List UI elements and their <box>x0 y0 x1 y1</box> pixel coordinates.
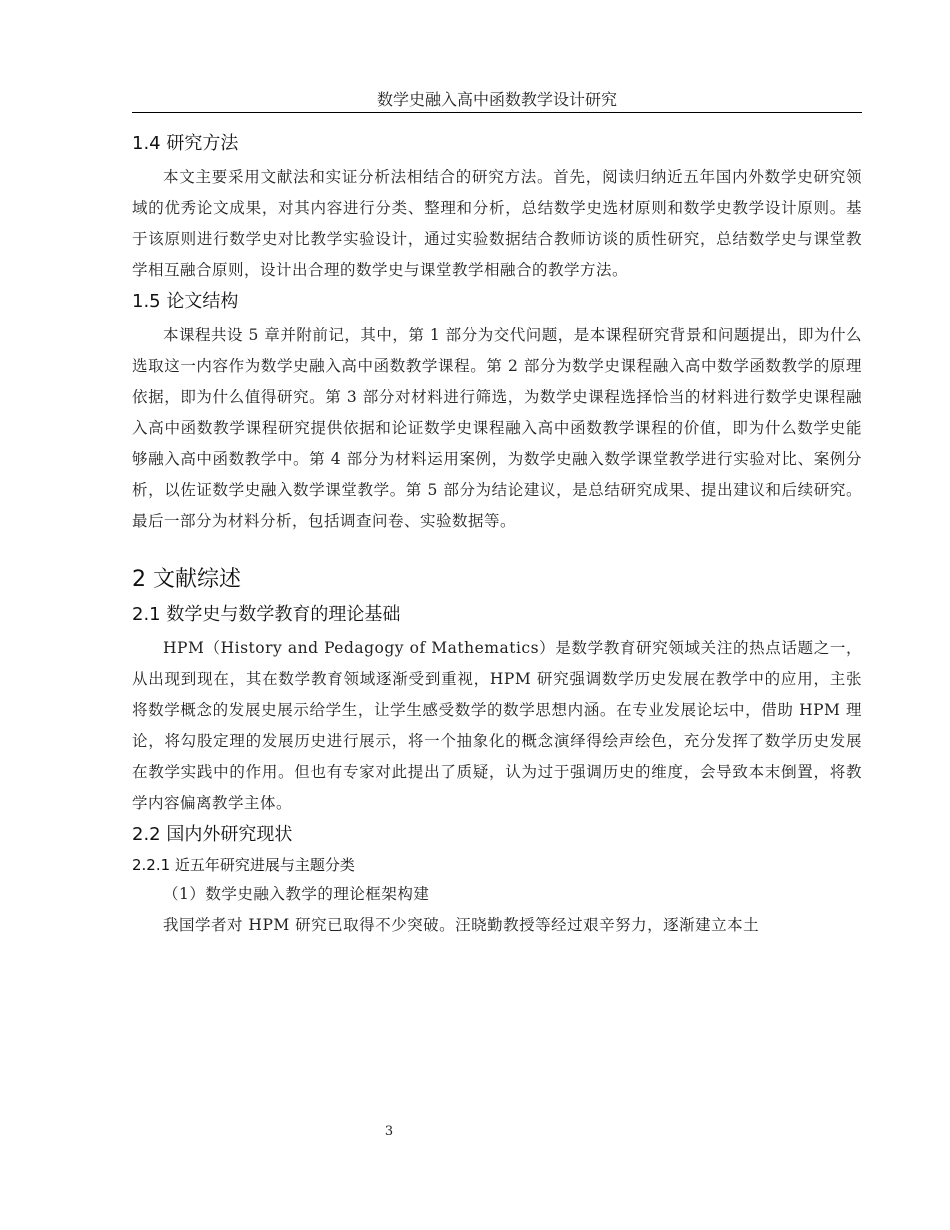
page-number: 3 <box>384 1124 394 1139</box>
section-heading-2-1: 2.1 数学史与数学教育的理论基础 <box>132 604 401 625</box>
section-heading-1-4: 1.4 研究方法 <box>132 133 239 154</box>
subsection-heading-2-2-1: 2.2.1 近五年研究进展与主题分类 <box>132 856 355 874</box>
paragraph-thesis-structure: 本课程共设 5 章并附前记，其中，第 1 部分为交代问题，是本课程研究背景和问题提出，即为什么选取这一内容作为数学史融入高中函数教学课程。第 2 部分为数学史课程融入高中数学函数教学的原理依据，即为什么值得研究。第 3 部分对材料进行筛选，为数学史课程选择恰当的材料进行数学史课程融入高中函数教学课程研究提供依据和论证数学史课程融入高中函数教学课程的价值，即为什么数学史能够融入高中函数教学中。第 4 部分为材料运用案例，为数学史融入数学课堂教学进行实验对比、案例分析，以佐证数学史融入数学课堂教学。第 5 部分为结论建议，是总结研究成果、提出建议和后续研究。最后一部分为材料分析，包括调查问卷、实验数据等。 <box>132 326 862 530</box>
page-content <box>132 130 862 941</box>
paragraph-research-method: 本文主要采用文献法和实证分析法相结合的研究方法。首先，阅读归纳近五年国内外数学史研究领域的优秀论文成果，对其内容进行分类、整理和分析，总结数学史选材原则和数学史教学设计原则。基于该原则进行数学史对比教学实验设计，通过实验数据结合教师访谈的质性研究，总结数学史与课堂教学相互融合原则，设计出合理的数学史与课堂教学相融合的教学方法。 <box>132 168 862 279</box>
section-heading-2-2: 2.2 国内外研究现状 <box>132 824 293 845</box>
chapter-heading-2: 2 文献综述 <box>132 567 241 592</box>
paragraph-hpm-theory: HPM（History and Pedagogy of Mathematics）是数学教育研究领域关注的热点话题之一，从出现到现在，其在数学教育领域逐渐受到重视，HPM 研究强调数学历史发展在教学中的应用，主张将数学概念的发展史展示给学生，让学生感受数学的数学思想内涵。在专业发展论坛中，借助 HPM 理论，将勾股定理的发展历史进行展示，将一个抽象化的概念演绎得绘声绘色，充分发挥了数学历史发展在教学实践中的作用。但也有专家对此提出了质疑，认为过于强调历史的维度，会导致本末倒置，将教学内容偏离教学主体。 <box>132 639 862 812</box>
list-item-1: （1）数学史融入教学的理论框架构建 <box>163 885 430 903</box>
paragraph-domestic-research: 我国学者对 HPM 研究已取得不少突破。汪晓勤教授等经过艰辛努力，逐渐建立本土 <box>163 916 760 934</box>
section-heading-1-5: 1.5 论文结构 <box>132 291 239 312</box>
running-header: 数学史融入高中函数教学设计研究 <box>132 90 862 113</box>
